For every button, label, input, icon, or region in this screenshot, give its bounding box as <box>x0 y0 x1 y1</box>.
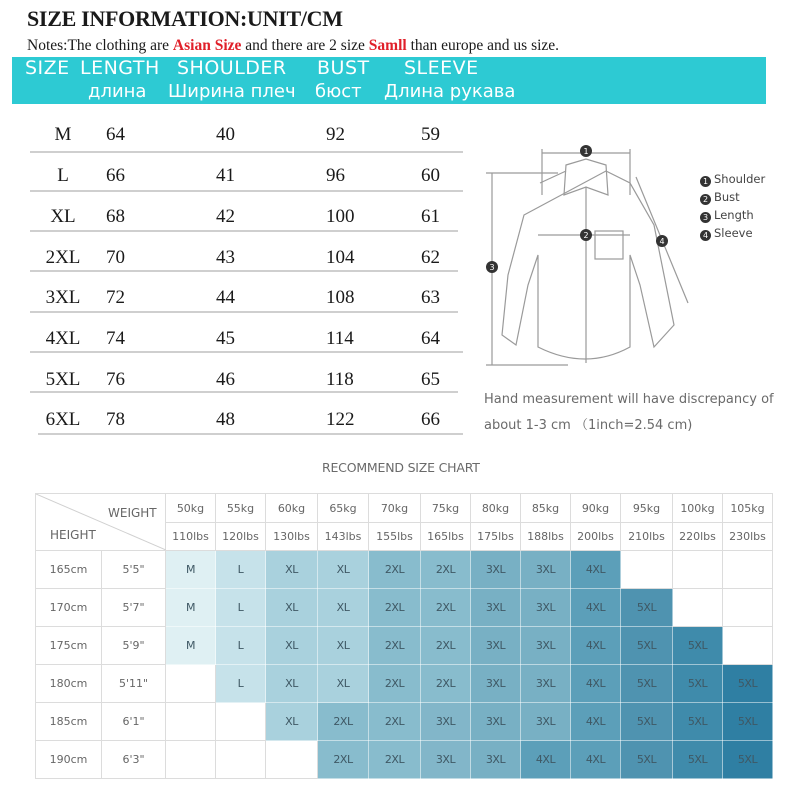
recommended-size-cell: 3XL <box>421 741 471 779</box>
weight-lbs-header: 175lbs <box>471 523 521 551</box>
recommended-size-cell: 3XL <box>521 703 571 741</box>
size-row <box>0 239 470 279</box>
recommended-size-cell: 2XL <box>421 665 471 703</box>
recommended-size-cell: XL <box>266 627 318 665</box>
weight-kg-header: 95kg <box>621 494 673 523</box>
page-title: SIZE INFORMATION:UNIT/CM <box>27 6 343 31</box>
recommend-row <box>36 589 773 627</box>
recommended-size-cell: 3XL <box>521 665 571 703</box>
recommended-size-cell: 5XL <box>621 741 673 779</box>
recommended-size-cell: 2XL <box>369 589 421 627</box>
col-bust-ru: бюст <box>315 81 362 102</box>
cell-shoulder: 43 <box>216 247 235 268</box>
row-divider <box>30 311 458 313</box>
recommended-size-cell <box>723 627 773 665</box>
recommended-size-cell: 3XL <box>471 627 521 665</box>
weight-kg-header: 105kg <box>723 494 773 523</box>
marker-2: 2 <box>583 231 589 240</box>
recommended-size-cell: M <box>166 627 216 665</box>
recommended-size-cell: 5XL <box>723 665 773 703</box>
recommended-size-cell <box>723 589 773 627</box>
cell-sleeve: 62 <box>421 247 440 268</box>
cell-sleeve: 65 <box>421 369 440 390</box>
cell-shoulder: 44 <box>216 287 235 308</box>
height-ft: 5'7" <box>102 589 166 627</box>
cell-sleeve: 61 <box>421 206 440 227</box>
cell-bust: 92 <box>326 124 345 145</box>
row-divider <box>30 391 458 393</box>
weight-lbs-header: 165lbs <box>421 523 471 551</box>
weight-kg-header: 90kg <box>571 494 621 523</box>
weight-kg-header: 100kg <box>673 494 723 523</box>
recommended-size-cell: XL <box>266 665 318 703</box>
weight-lbs-header: 120lbs <box>216 523 266 551</box>
cell-shoulder: 48 <box>216 409 235 430</box>
cell-size: 6XL <box>45 409 81 430</box>
cell-bust: 118 <box>326 369 354 390</box>
height-cm: 185cm <box>36 703 102 741</box>
weight-kg-header: 50kg <box>166 494 216 523</box>
recommended-size-cell: 5XL <box>673 627 723 665</box>
recommended-size-cell: XL <box>266 703 318 741</box>
cell-size: 2XL <box>45 247 81 268</box>
recommended-size-cell: 2XL <box>369 551 421 589</box>
cell-shoulder: 40 <box>216 124 235 145</box>
recommended-size-cell: 4XL <box>571 741 621 779</box>
recommended-size-cell: 3XL <box>521 589 571 627</box>
recommended-size-cell: 5XL <box>723 703 773 741</box>
recommend-size-table <box>35 493 773 779</box>
size-row <box>0 198 470 238</box>
cell-length: 78 <box>106 409 125 430</box>
recommended-size-cell: M <box>166 551 216 589</box>
cell-size: 4XL <box>45 328 81 349</box>
cell-bust: 96 <box>326 165 345 186</box>
recommended-size-cell: 2XL <box>318 741 369 779</box>
recommended-size-cell: XL <box>318 627 369 665</box>
weight-lbs-header: 210lbs <box>621 523 673 551</box>
recommended-size-cell: 2XL <box>318 703 369 741</box>
legend-item-sleeve <box>700 224 765 242</box>
col-sleeve-ru: Длина рукава <box>384 81 516 102</box>
recommend-chart-title: RECOMMEND SIZE CHART <box>322 460 480 475</box>
recommended-size-cell: XL <box>266 589 318 627</box>
weight-kg-header: 80kg <box>471 494 521 523</box>
row-divider <box>38 433 463 435</box>
number-badge-icon: 4 <box>700 230 711 241</box>
recommended-size-cell <box>673 551 723 589</box>
recommended-size-cell <box>216 703 266 741</box>
height-ft: 5'5" <box>102 551 166 589</box>
weight-kg-header: 65kg <box>318 494 369 523</box>
weight-lbs-header: 143lbs <box>318 523 369 551</box>
size-row <box>0 361 470 401</box>
recommended-size-cell: 2XL <box>369 703 421 741</box>
recommended-size-cell: 2XL <box>421 551 471 589</box>
weight-lbs-header: 200lbs <box>571 523 621 551</box>
cell-length: 66 <box>106 165 125 186</box>
notes-middle: and there are 2 size <box>241 37 369 54</box>
number-badge-icon: 1 <box>700 176 711 187</box>
height-cm: 190cm <box>36 741 102 779</box>
legend-label: Shoulder <box>714 172 766 186</box>
recommended-size-cell: 4XL <box>571 665 621 703</box>
cell-shoulder: 45 <box>216 328 235 349</box>
recommended-size-cell <box>166 665 216 703</box>
col-length-ru: длина <box>88 81 147 102</box>
cell-bust: 122 <box>326 409 355 430</box>
cell-bust: 114 <box>326 328 354 349</box>
height-ft: 5'11" <box>102 665 166 703</box>
recommended-size-cell: 2XL <box>421 589 471 627</box>
cell-sleeve: 59 <box>421 124 440 145</box>
weight-lbs-header: 130lbs <box>266 523 318 551</box>
row-divider <box>30 230 458 232</box>
weight-lbs-header: 110lbs <box>166 523 216 551</box>
sizing-notes <box>27 37 559 55</box>
measurement-note-line2: about 1-3 cm （1inch=2.54 cm) <box>484 418 693 433</box>
recommended-size-cell: 2XL <box>421 627 471 665</box>
cell-shoulder: 42 <box>216 206 235 227</box>
cell-bust: 100 <box>326 206 355 227</box>
recommended-size-cell: XL <box>266 551 318 589</box>
row-divider <box>30 151 463 153</box>
weight-kg-header: 60kg <box>266 494 318 523</box>
legend-item-bust <box>700 188 765 206</box>
height-cm: 170cm <box>36 589 102 627</box>
size-row <box>0 116 470 156</box>
col-bust: BUST <box>317 57 370 79</box>
col-sleeve: SLEEVE <box>404 57 479 79</box>
recommended-size-cell: 4XL <box>571 627 621 665</box>
size-table-header <box>12 57 766 104</box>
cell-bust: 108 <box>326 287 355 308</box>
cell-length: 68 <box>106 206 125 227</box>
cell-length: 64 <box>106 124 125 145</box>
weight-kg-header: 70kg <box>369 494 421 523</box>
cell-size: XL <box>50 206 76 227</box>
cell-size: 5XL <box>45 369 81 390</box>
recommended-size-cell: M <box>166 589 216 627</box>
weight-kg-header: 75kg <box>421 494 471 523</box>
recommend-row <box>36 741 773 779</box>
recommended-size-cell: 3XL <box>521 627 571 665</box>
row-divider <box>30 270 458 272</box>
cell-sleeve: 64 <box>421 328 440 349</box>
recommended-size-cell: 4XL <box>521 741 571 779</box>
recommended-size-cell: L <box>216 589 266 627</box>
cell-sleeve: 60 <box>421 165 440 186</box>
height-ft: 6'3" <box>102 741 166 779</box>
recommended-size-cell <box>166 703 216 741</box>
legend-label: Length <box>714 208 754 222</box>
legend-label: Sleeve <box>714 226 753 240</box>
size-row <box>0 401 470 441</box>
row-divider <box>30 190 463 192</box>
weight-lbs-header: 220lbs <box>673 523 723 551</box>
recommended-size-cell: 2XL <box>369 627 421 665</box>
cell-sleeve: 66 <box>421 409 440 430</box>
recommend-row <box>36 627 773 665</box>
recommended-size-cell: 4XL <box>571 589 621 627</box>
cell-size: L <box>57 165 69 186</box>
weight-kg-header: 85kg <box>521 494 571 523</box>
row-divider <box>30 351 463 353</box>
recommended-size-cell: 4XL <box>571 703 621 741</box>
recommend-row <box>36 665 773 703</box>
size-row <box>0 279 470 319</box>
cell-length: 76 <box>106 369 125 390</box>
recommended-size-cell: 3XL <box>471 551 521 589</box>
recommended-size-cell <box>621 551 673 589</box>
marker-4: 4 <box>659 237 665 246</box>
cell-size: 3XL <box>45 287 81 308</box>
recommended-size-cell: 2XL <box>369 665 421 703</box>
col-size: SIZE <box>25 57 70 79</box>
diagram-legend <box>700 170 765 242</box>
recommended-size-cell: 3XL <box>471 589 521 627</box>
legend-item-length <box>700 206 765 224</box>
recommended-size-cell: L <box>216 665 266 703</box>
notes-suffix: than europe and us size. <box>406 37 560 54</box>
measurement-note-line1: Hand measurement will have discrepancy of <box>484 392 774 407</box>
recommended-size-cell: 5XL <box>621 665 673 703</box>
recommended-size-cell: 4XL <box>571 551 621 589</box>
cell-shoulder: 41 <box>216 165 235 186</box>
weight-lbs-header: 188lbs <box>521 523 571 551</box>
weight-lbs-header: 230lbs <box>723 523 773 551</box>
recommended-size-cell: 5XL <box>673 703 723 741</box>
size-row <box>0 320 470 360</box>
height-ft: 6'1" <box>102 703 166 741</box>
notes-highlight-small: Samll <box>368 37 407 54</box>
recommended-size-cell: L <box>216 551 266 589</box>
weight-lbs-header: 155lbs <box>369 523 421 551</box>
recommended-size-cell: XL <box>318 665 369 703</box>
number-badge-icon: 3 <box>700 212 711 223</box>
recommended-size-cell: 5XL <box>723 741 773 779</box>
recommended-size-cell: 2XL <box>369 741 421 779</box>
recommended-size-cell <box>266 741 318 779</box>
height-cm: 175cm <box>36 627 102 665</box>
col-shoulder-ru: Ширина плеч <box>168 81 296 102</box>
measurement-note <box>484 387 794 439</box>
recommended-size-cell: L <box>216 627 266 665</box>
recommended-size-cell: 3XL <box>421 703 471 741</box>
number-badge-icon: 2 <box>700 194 711 205</box>
recommended-size-cell: 3XL <box>521 551 571 589</box>
recommended-size-cell: 5XL <box>673 665 723 703</box>
cell-shoulder: 46 <box>216 369 235 390</box>
cell-size: M <box>54 124 72 145</box>
cell-length: 72 <box>106 287 125 308</box>
height-label: HEIGHT <box>50 528 96 542</box>
weight-kg-header: 55kg <box>216 494 266 523</box>
recommend-row <box>36 703 773 741</box>
recommended-size-cell: 5XL <box>673 741 723 779</box>
marker-3: 3 <box>489 263 495 272</box>
cell-sleeve: 63 <box>421 287 440 308</box>
marker-1: 1 <box>583 147 589 156</box>
weight-height-corner <box>36 494 166 551</box>
recommended-size-cell <box>723 551 773 589</box>
height-cm: 165cm <box>36 551 102 589</box>
recommended-size-cell: 3XL <box>471 741 521 779</box>
recommended-size-cell: 5XL <box>621 627 673 665</box>
recommended-size-cell: 3XL <box>471 665 521 703</box>
height-ft: 5'9" <box>102 627 166 665</box>
recommended-size-cell: 5XL <box>621 589 673 627</box>
legend-item-shoulder <box>700 170 765 188</box>
weight-label: WEIGHT <box>108 506 157 520</box>
recommended-size-cell <box>166 741 216 779</box>
cell-length: 70 <box>106 247 125 268</box>
recommended-size-cell: 3XL <box>471 703 521 741</box>
recommended-size-cell: 5XL <box>621 703 673 741</box>
recommend-row <box>36 551 773 589</box>
col-shoulder: SHOULDER <box>177 57 287 79</box>
legend-label: Bust <box>714 190 740 204</box>
recommended-size-cell <box>216 741 266 779</box>
notes-prefix: Notes:The clothing are <box>27 37 173 54</box>
cell-bust: 104 <box>326 247 355 268</box>
cell-length: 74 <box>106 328 125 349</box>
recommended-size-cell: XL <box>318 589 369 627</box>
height-cm: 180cm <box>36 665 102 703</box>
recommended-size-cell <box>673 589 723 627</box>
col-length: LENGTH <box>80 57 160 79</box>
recommended-size-cell: XL <box>318 551 369 589</box>
notes-highlight-asian-size: Asian Size <box>172 37 242 54</box>
